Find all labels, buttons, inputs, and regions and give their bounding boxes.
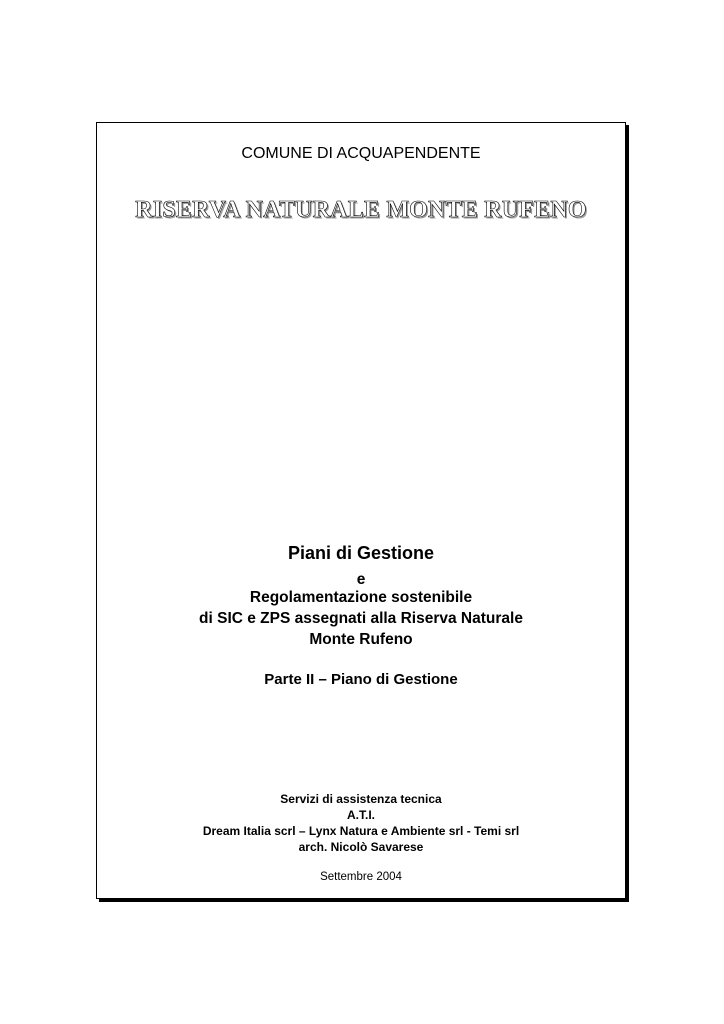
- part-heading: Parte II – Piano di Gestione: [264, 671, 458, 688]
- services-line-1: Servizi di assistenza tecnica: [280, 792, 442, 806]
- reserve-title: RISERVA NATURALE MONTE RUFENO: [135, 197, 587, 223]
- services-line-4: arch. Nicolò Savarese: [298, 840, 424, 854]
- cover-frame: [96, 122, 626, 899]
- subtitle-line-1: Regolamentazione sostenibile: [249, 589, 473, 606]
- publication-date: Settembre 2004: [320, 871, 402, 883]
- title-conjunction: e: [356, 571, 366, 588]
- commune-name: COMUNE DI ACQUAPENDENTE: [241, 145, 481, 162]
- subtitle-line-3: Monte Rufeno: [309, 631, 413, 648]
- subtitle-line-2: di SIC e ZPS assegnati alla Riserva Naturale: [199, 610, 523, 627]
- services-line-2: A.T.I.: [346, 808, 375, 822]
- services-line-3: Dream Italia scrl – Lynx Natura e Ambiente srl - Temi srl: [202, 824, 520, 838]
- document-title: Piani di Gestione: [287, 543, 435, 563]
